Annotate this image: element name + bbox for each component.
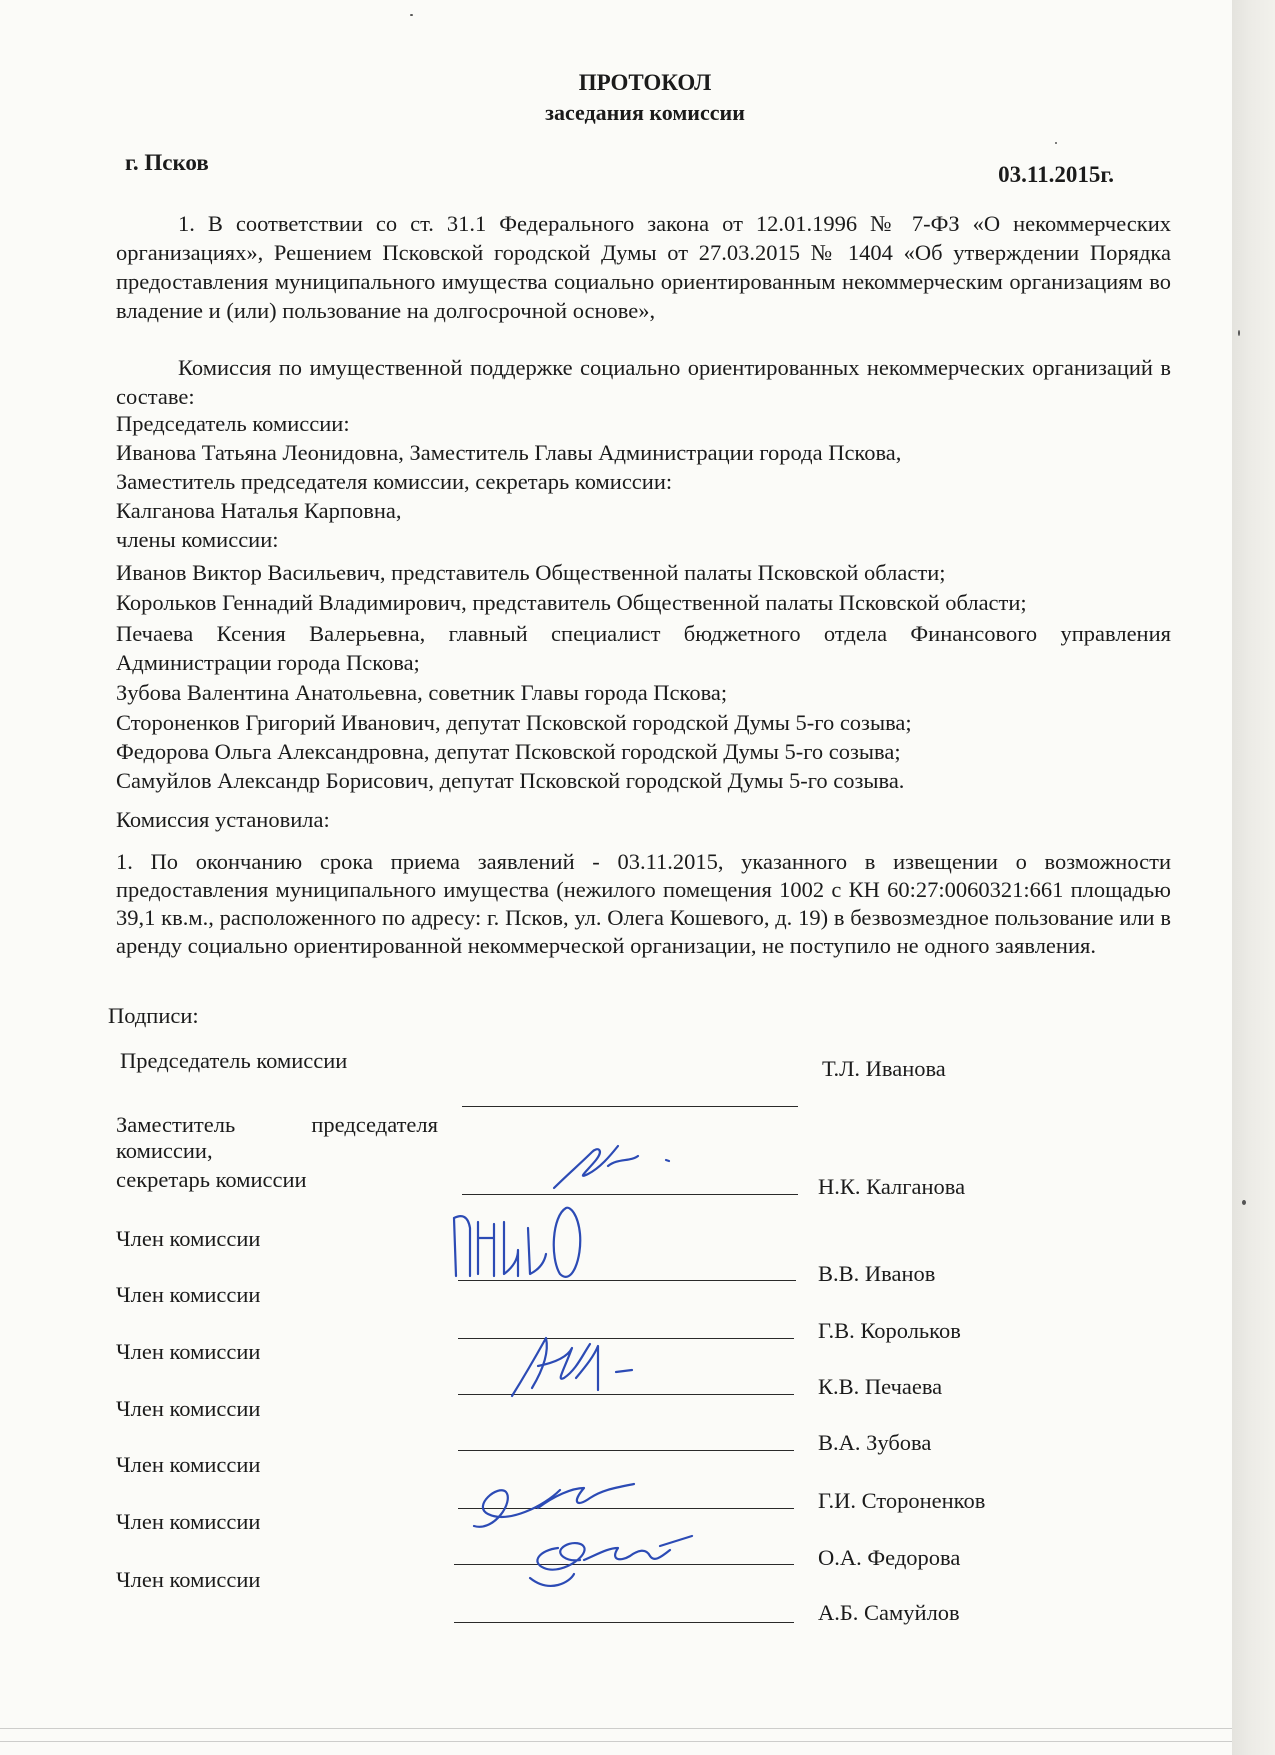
scan-margin: [1232, 0, 1275, 1755]
signer-name: О.А. Федорова: [818, 1545, 961, 1570]
signer-name: К.В. Печаева: [818, 1374, 943, 1399]
signer-name: Г.И. Стороненков: [818, 1488, 986, 1513]
composition-line: Иванова Татьяна Леонидовна, Заместитель Главы Администрации города Пскова,: [116, 440, 902, 465]
document-date: 03.11.2015г.: [998, 162, 1114, 187]
handwritten-signature-pechaeva: [498, 1326, 668, 1406]
composition-line: Стороненков Григорий Иванович, депутат Псковской городской Думы 5-го созыва;: [116, 710, 912, 735]
composition-line: Иванов Виктор Васильевич, представитель Общественной палаты Псковской области;: [116, 560, 946, 585]
sig-role-deputy-3: секретарь комиссии: [116, 1167, 307, 1192]
composition-line: Зубова Валентина Анатольевна, советник Главы города Пскова;: [116, 680, 728, 705]
composition-line: Калганова Наталья Карповна,: [116, 498, 402, 523]
signer-name: Н.К. Калганова: [818, 1174, 966, 1199]
signer-name: В.В. Иванов: [818, 1261, 936, 1286]
handwritten-signature-kalganova: [548, 1136, 688, 1196]
composition-pechaeva: Печаева Ксения Валерьевна, главный специалист бюджетного отдела Финансового управления Администрации города Пскова;: [116, 621, 1171, 675]
composition-line: Самуйлов Александр Борисович, депутат Псковской городской Думы 5-го созыва.: [116, 768, 905, 793]
handwritten-signature-fedorova: [510, 1518, 710, 1598]
sig-role-deputy-1: Заместитель председателя: [116, 1112, 438, 1137]
sig-role-member: Член комиссии: [116, 1339, 261, 1364]
composition-line: Корольков Геннадий Владимирович, представитель Общественной палаты Псковской области;: [116, 590, 1027, 615]
document-subtitle: заседания комиссии: [545, 100, 745, 125]
sig-role-deputy-2: комиссии,: [116, 1138, 213, 1163]
sig-role-member: Член комиссии: [116, 1452, 261, 1477]
commission-paragraph: Комиссия по имущественной поддержке социально ориентированных некоммерческих организаций в составе:: [116, 355, 1171, 409]
signer-name: А.Б. Самуйлов: [818, 1600, 960, 1625]
sig-role-member: Член комиссии: [116, 1226, 261, 1251]
signature-line: [458, 1450, 794, 1451]
sig-role-chair: Председатель комиссии: [120, 1048, 348, 1073]
established-heading: Комиссия установила:: [116, 807, 330, 832]
composition-line: Федорова Ольга Александровна, депутат Псковской городской Думы 5-го созыва;: [116, 739, 901, 764]
handwritten-signature-ivanov: [448, 1198, 598, 1284]
sig-role-member: Член комиссии: [116, 1282, 261, 1307]
scan-edge-line: [0, 1741, 1232, 1742]
signatures-heading: Подписи:: [108, 1003, 199, 1028]
signature-line: [462, 1106, 798, 1107]
signature-line: [454, 1622, 794, 1623]
composition-line: Председатель комиссии:: [116, 411, 350, 436]
document-title: ПРОТОКОЛ: [578, 70, 712, 95]
finding-paragraph: 1. По окончанию срока приема заявлений - 03.11.2015, указанного в извещении о возможности предоставления муниципального имущества (нежилого помещения 1002 с КН 60:27:0060321:661 площадью 39,1 кв.м., расположенного по адресу: г. Псков, ул. Олега Кошевого, д. 19) в безвозмездное пользование или в аренду социально ориентированной некоммерческой организации, не поступило не одного заявления.: [116, 849, 1171, 958]
scan-speck: [410, 14, 413, 16]
composition-line: Заместитель председателя комиссии, секретарь комиссии:: [116, 469, 673, 494]
composition-line: члены комиссии:: [116, 527, 279, 552]
signer-name: Т.Л. Иванова: [822, 1056, 946, 1081]
signer-name: В.А. Зубова: [818, 1430, 932, 1455]
scan-edge-line: [0, 1728, 1232, 1729]
sig-role-member: Член комиссии: [116, 1509, 261, 1534]
scan-speck: [1242, 1200, 1246, 1205]
signer-name: Г.В. Корольков: [818, 1318, 961, 1343]
scan-speck: [1238, 330, 1240, 336]
sig-role-member: Член комиссии: [116, 1396, 261, 1421]
sig-role-member: Член комиссии: [116, 1567, 261, 1592]
city-label: г. Псков: [125, 150, 209, 175]
intro-paragraph: 1. В соответствии со ст. 31.1 Федерального закона от 12.01.1996 № 7-ФЗ «О некоммерческих организациях», Решением Псковской городской Думы от 27.03.2015 № 1404 «Об утверждении Порядка предоставления муниципального имущества социально ориентированным некоммерческим организациям во владение и (или) пользование на долгосрочной основе»,: [116, 211, 1171, 323]
scan-speck: [1055, 142, 1057, 144]
